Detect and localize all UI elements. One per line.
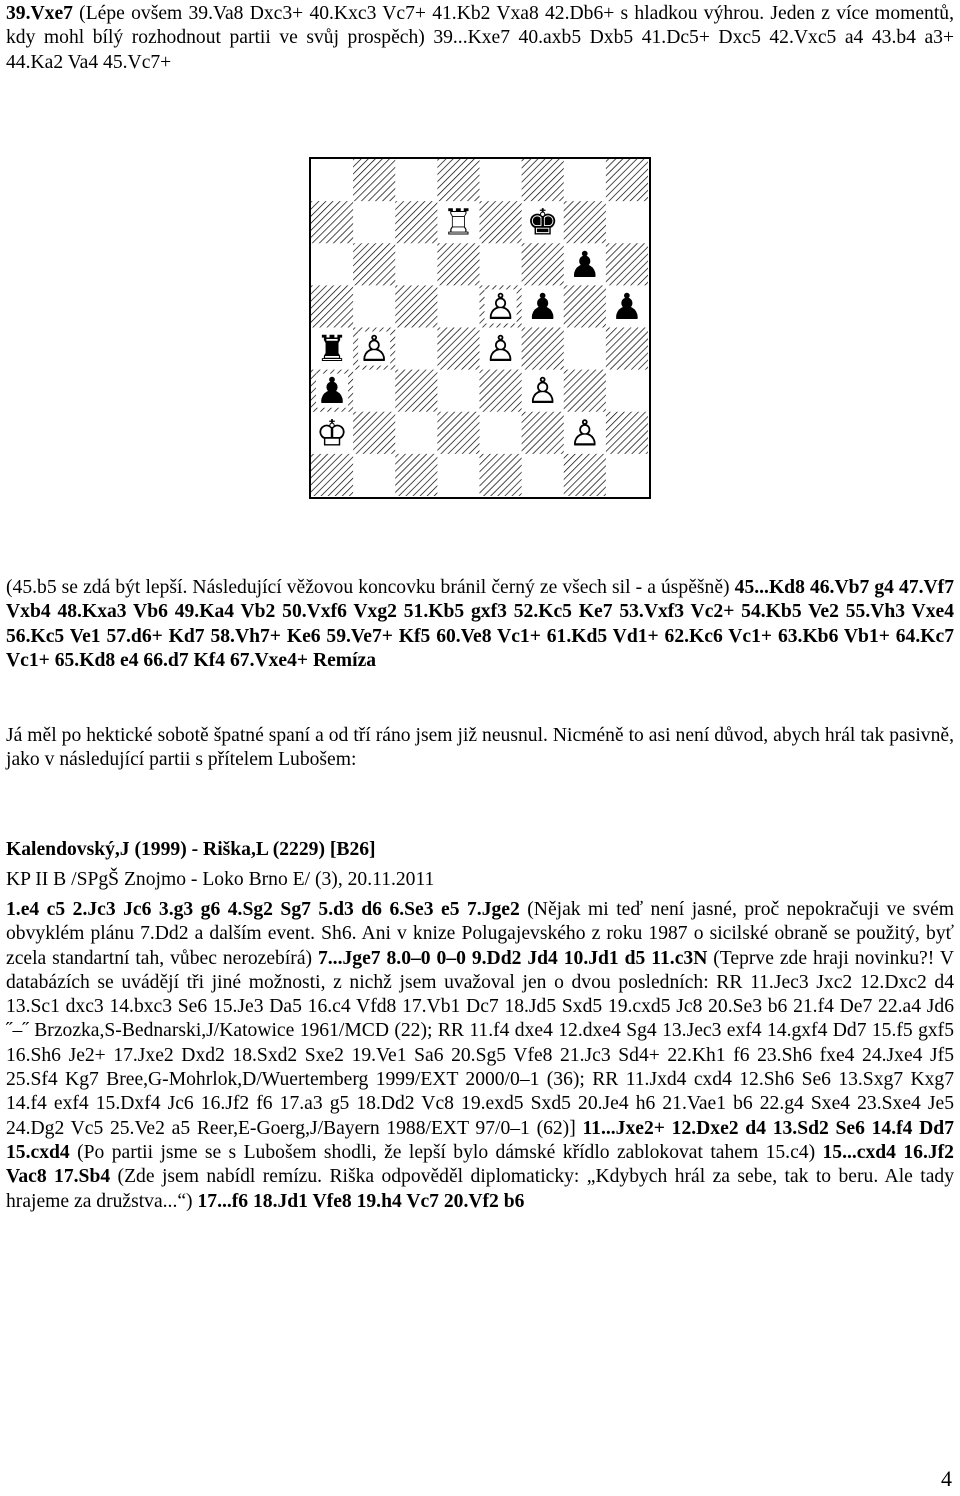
game-heading: Kalendovský,J (1999) - Riška,L (2229) [B26]: [6, 839, 376, 860]
text-run: (Nějak mi teď není jasné, proč nepokračuji ve svém obvyklém plánu 7.Dd2 a dalším event. Sh6. Ani v knize Polugajevského z roku 1987 o sicilské obraně se použitý, byť zcela standartní tah, vůbec nerozebírá): [6, 899, 954, 969]
light-square: [353, 201, 396, 244]
light-square: [311, 159, 354, 202]
light-square: [480, 159, 523, 202]
text-run: 7...Jge7 8.0–0 0–0 9.Dd2 Jd4 10.Jd1 d5 11.c3N: [317, 947, 708, 969]
light-square: [606, 370, 648, 413]
endgame-paragraph: [6, 576, 954, 673]
black-king-icon: ♚: [526, 202, 559, 244]
dark-square: [564, 201, 607, 244]
page-number: 4: [941, 1466, 952, 1491]
intro-paragraph: [6, 2, 954, 75]
dark-square: [395, 370, 438, 413]
light-square: [437, 370, 480, 413]
white-pawn-icon: ♙: [358, 329, 391, 371]
text-run: (Zde jsem nabídl remízu. Riška odpověděl diplomaticky: „Kdybych hrál za sebe, tak to beru. Ale tady hrajeme za družstva...“): [6, 1166, 954, 1212]
white-pawn-icon: ♙: [526, 371, 559, 413]
white-pawn-icon: ♙: [568, 413, 601, 455]
light-square: [522, 454, 565, 496]
text-run: 39...Kxe7 40.axb5 Dxb5 41.Dc5+ Dxc5 42.Vxc5 a4 43.b4 a3+ 44.Ka2 Va4 45.Vc7+: [6, 27, 954, 73]
dark-square: [353, 159, 396, 202]
text-run: 15...cxd4 16.Jf2 Vac8 17.Sb4: [6, 1141, 954, 1188]
text-run: 11...Jxe2+ 12.Dxe2 d4 13.Sd2 Se6 14.f4 Dd7 15.cxd4: [6, 1117, 955, 1163]
dark-square: [564, 285, 607, 328]
text-run: 39.Vxe7: [6, 3, 73, 24]
text-run: 17...f6 18.Jd1 Vfe8 19.h4 Vc7 20.Vf2 b6: [197, 1190, 525, 1212]
comment-paragraph: Já měl po hektické sobotě špatné spaní a od tří ráno jsem již neusnul. Nicméně to asi není důvod, abych hrál tak pasivně, jako v následující partii s přítelem Lubošem:: [6, 725, 954, 771]
light-square: [480, 243, 523, 286]
text-run: 45...Kd8 46.Vb7 g4 47.Vf7 Vxb4 48.Kxa3 Vb6 49.Ka4 Vb2 50.Vxf6 Vxg2 51.Kb5 gxf3 52.Kc5 Ke7 53.Vxf3 Vc2+ 54.Kb5 Ve2 55.Vh3 Vxe4 56.Kc5 Ve1 57.d6+ Kd7 58.Vh7+ Ke6 59.Ve7+ Kf5 60.Ve8 Vc1+ 61.Kd5 Vd1+ 62.Kc6 Vc1+ 63.Kb6 Vb1+ 64.Kc7 Vc1+ 65.Kd8 e4 66.d7 Kf4 67.Vxe4+ Remíza: [6, 577, 954, 671]
text-run: (Teprve zde hraji novinku?! V databázích se uvádějí tři jiné možnosti, z nichž jsem uvažoval jen o dvou posledních: RR 11.Jec3 Jxc2 12.Dxc2 d4 13.Sc1 dxc3 14.bxc3 Se6 15.Je3 Da5 16.c4 Vfd8 17.Vb1 Dc7 18.Jd5 Sxd5 19.cxd5 Jc8 20.Se3 b6 21.f4 De7 22.a4 Jd6 ˝–˝ Brzozka,S-Bednarski,J/Katowice 1961/MCD (22); RR 11.f4 dxe4 12.dxe4 Sg4 13.Jec3 exf4 14.gxf4 Dd7 15.f5 gxf5 16.Sh6 Je2+ 17.Jxe2 Dxd2 18.Sxd2 Sxe2 19.Ve1 Sa6 20.Sg5 Vfe8 21.Jc3 Sd4+ 22.Kh1 f6 23.Sh6 fxe4 24.Jxe4 Jf5 25.Sf4 Kg7 Bree,G-Mohrlok,D/Wuertemberg 1999/EXT 2000/0–1 (36); RR 11.Jxd4 cxd4 12.Sh6 Se6 13.Sxg7 Kxg7 14.f4 exf4 15.Dxf4 Jc6 16.Jf2 f6 17.a3 g5 18.Dd2 Vc8 19.exd5 Sxd5 20.Je4 h6 21.Vae1 b6 22.g4 Sxe4 23.Sxe4 Je5 24.Dg2 Vc5 25.Ve2 a5 Reer,E-Goerg,J/Bayern 1988/EXT 97/0–1 (62)]: [6, 947, 954, 1139]
light-square: [395, 159, 438, 202]
text-run: 1.e4 c5 2.Jc3 Jc6 3.g3 g6 4.Sg2 Sg7 5.d3 d6 6.Se3 e5 7.Jge2: [6, 899, 520, 920]
game-moves-paragraph: [6, 898, 954, 1214]
light-square: [480, 412, 523, 455]
dark-square: [606, 159, 648, 202]
dark-square: [437, 328, 480, 371]
text-run: (45.b5 se zdá být lepší. Následující věžovou koncovku bránil černý ze všech sil - a úspěšně): [6, 577, 735, 598]
light-square: [395, 412, 438, 455]
dark-square: [311, 285, 354, 328]
white-pawn-icon: ♙: [484, 286, 517, 328]
dark-square: [353, 243, 396, 286]
dark-square: [311, 201, 354, 244]
light-square: [395, 243, 438, 286]
black-pawn-icon: ♟: [526, 286, 559, 328]
game-info: KP II B /SPgŠ Znojmo - Loko Brno E/ (3), 20.11.2011: [6, 869, 435, 890]
dark-square: [311, 454, 354, 496]
dark-square: [522, 412, 565, 455]
black-pawn-icon: ♟: [610, 286, 644, 328]
dark-square: [522, 243, 565, 286]
text-run: (Lépe ovšem 39.Va8 Dxc3+ 40.Kxc3 Vc7+ 41.Kb2 Vxa8 42.Db6+ s hladkou výhrou. Jeden z více momentů, kdy mohl bílý rozhodnout partii ve svůj prospěch): [6, 3, 954, 49]
dark-square: [395, 454, 438, 496]
white-pawn-icon: ♙: [484, 329, 517, 371]
dark-square: [606, 243, 648, 286]
dark-square: [353, 412, 396, 455]
light-square: [437, 285, 480, 328]
dark-square: [437, 159, 480, 202]
dark-square: [564, 454, 607, 496]
dark-square: [395, 285, 438, 328]
white-king-icon: ♔: [315, 413, 349, 455]
light-square: [395, 328, 438, 371]
dark-square: [480, 201, 523, 244]
dark-square: [480, 370, 523, 413]
dark-square: [522, 159, 565, 202]
black-rook-icon: ♜: [315, 329, 349, 371]
dark-square: [564, 370, 607, 413]
dark-square: [437, 243, 480, 286]
dark-square: [480, 454, 523, 496]
light-square: [353, 454, 396, 496]
black-pawn-icon: ♟: [315, 371, 349, 413]
dark-square: [437, 412, 480, 455]
dark-square: [606, 412, 648, 455]
light-square: [353, 370, 396, 413]
light-square: [353, 285, 396, 328]
black-pawn-icon: ♟: [568, 244, 601, 286]
light-square: [564, 328, 607, 371]
chess-diagram: [309, 157, 651, 499]
dark-square: [606, 328, 648, 371]
light-square: [564, 159, 607, 202]
dark-square: [395, 201, 438, 244]
dark-square: [522, 328, 565, 371]
white-rook-icon: ♖: [442, 202, 475, 244]
text-run: (Po partii jsme se s Lubošem shodli, že lepší bylo dámské křídlo zablokovat tahem 15.c4): [69, 1141, 823, 1163]
light-square: [437, 454, 480, 496]
light-square: [606, 454, 648, 496]
light-square: [606, 201, 648, 244]
light-square: [311, 243, 354, 286]
